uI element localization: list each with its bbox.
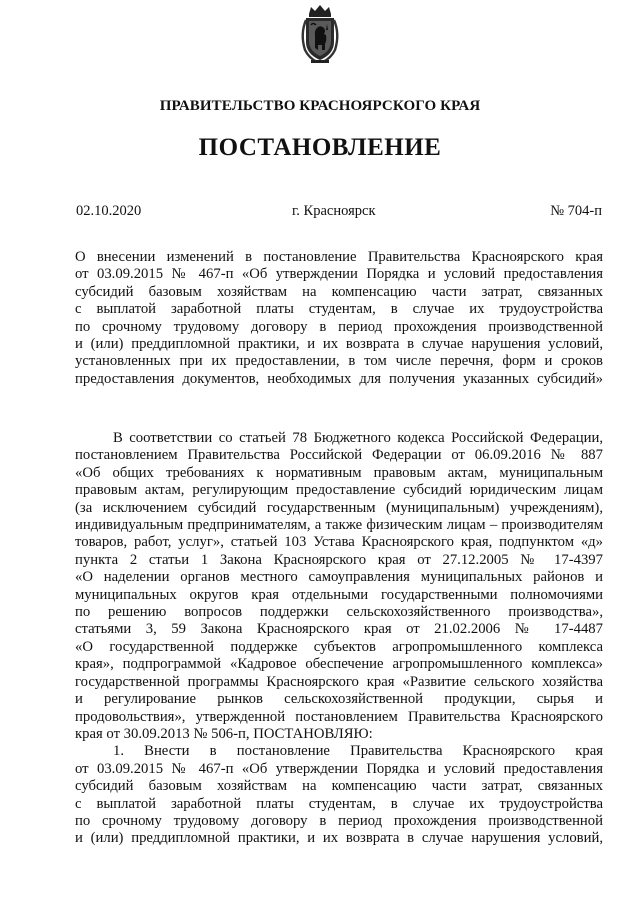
body-line: и регулирование рынков сельскохозяйственной продукции, сырья и [75,691,603,708]
body-line: постановлением Правительства Российской Федерации от 06.09.2016 № 887 [75,447,603,464]
subject-line: и (или) преддипломной практики, и их возврата в случае нарушения условий, [75,336,603,353]
body-line: продовольствия», утвержденной постановлением Правительства Красноярского [75,708,603,725]
body-line: с выплатой заработной платы студентам, в случае их трудоустройства [75,795,603,812]
document-body [75,430,603,848]
body-line: края», подпрограммой «Кадровое обеспечение агропромышленного комплекса» [75,656,603,673]
krasnoyarsk-coat-of-arms-icon [297,4,343,64]
body-line: и (или) преддипломной практики, и их возврата в случае нарушения условий, [75,830,603,847]
document-subject [75,249,603,388]
subject-line: установленных при их предоставлении, в том числе перечня, форм и сроков [75,353,603,370]
body-line: по решению вопросов поддержки сельскохозяйственного производства», [75,604,603,621]
document-city: г. Красноярск [292,203,376,219]
body-line: «О государственной поддержке субъектов агропромышленного комплекса [75,638,603,655]
body-line: муниципальных округов края отдельными государственными полномочиями [75,586,603,603]
subject-line: от 03.09.2015 № 467-п «Об утверждении Порядка и условий предоставления [75,266,603,283]
subject-line: с выплатой заработной платы студентам, в случае их трудоустройства [75,301,603,318]
body-line: индивидуальным предпринимателям, а также физическим лицам – производителям [75,517,603,534]
document-type-title: ПОСТАНОВЛЕНИЕ [198,134,442,161]
government-title: ПРАВИТЕЛЬСТВО КРАСНОЯРСКОГО КРАЯ [159,98,481,114]
subject-line: предоставления документов, необходимых для получения указанных субсидий» [75,370,603,387]
body-line: 1. Внести в постановление Правительства Красноярского края [113,743,603,760]
body-line: «О наделении органов местного самоуправления муниципальных районов и [75,569,603,586]
body-line: пункта 2 статьи 1 Закона Красноярского края от 27.12.2005 № 17-4397 [75,551,603,568]
body-line: «Об общих требованиях к нормативным правовым актам, муниципальным [75,464,603,481]
body-line: статьями 3, 59 Закона Красноярского края от 21.02.2006 № 17-4487 [75,621,603,638]
subject-line: субсидий базовым хозяйствам на компенсацию части затрат, связанных [75,283,603,300]
subject-line: по срочному трудовому договору в период прохождения производственной [75,318,603,335]
body-line: государственной программы Красноярского края «Развитие сельского хозяйства [75,673,603,690]
body-line: субсидий базовым хозяйствам на компенсацию части затрат, связанных [75,778,603,795]
body-line: товаров, работ, услуг», статьей 103 Устава Красноярского края, подпунктом «д» [75,534,603,551]
body-line: (за исключением субсидий государственным (муниципальным) учреждениям), [75,499,603,516]
body-line: края от 30.09.2013 № 506-п, ПОСТАНОВЛЯЮ: [75,725,373,742]
body-line: по срочному трудовому договору в период прохождения производственной [75,812,603,829]
document-date: 02.10.2020 [76,203,142,219]
body-line: В соответствии со статьей 78 Бюджетного кодекса Российской Федерации, [113,430,603,446]
subject-line: О внесении изменений в постановление Правительства Красноярского края [75,249,603,265]
body-line: правовым актам, регулирующим предоставление субсидий юридическим лицам [75,482,603,499]
body-line: от 03.09.2015 № 467-п «Об утверждении Порядка и условий предоставления [75,760,603,777]
document-number: № 704-п [550,203,602,219]
document-meta-row [76,203,606,223]
